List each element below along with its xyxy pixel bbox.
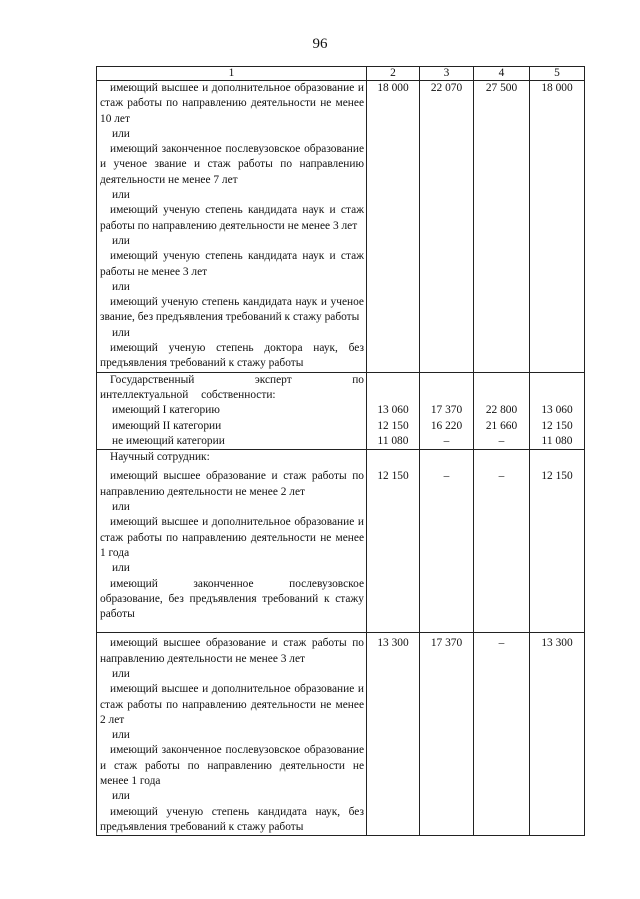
- requirement-text: имеющий ученую степень кандидата наук, без предъявления требований к стажу работы: [100, 805, 364, 833]
- or-separator: или: [112, 234, 130, 247]
- requirement-text: имеющий ученую степень кандидата наук и стаж работы по направлению деятельности не менее 3 лет: [100, 204, 364, 232]
- value-cell: [530, 450, 585, 633]
- value: –: [443, 470, 450, 483]
- or-separator: или: [112, 280, 130, 293]
- section-title: Научный сотрудник:: [110, 451, 210, 464]
- or-separator: или: [112, 501, 130, 514]
- table-row: [97, 372, 585, 449]
- requirement-text: имеющий высшее образование и стаж работы по направлению деятельности не менее 3 лет: [100, 637, 364, 665]
- value-cell: [474, 372, 530, 449]
- requirement-text: имеющий высшее и дополнительное образование и стаж работы по направлению деятельности не менее 1 года: [100, 516, 364, 559]
- value-cell: 13 300: [367, 633, 420, 836]
- section-title: Государственный эксперт по интеллектуальной собственности:: [100, 373, 364, 401]
- value: 11 080: [377, 434, 409, 447]
- value-cell: [474, 450, 530, 633]
- value: 11 080: [541, 434, 573, 447]
- or-separator: или: [112, 667, 130, 680]
- requirement-text: имеющий высшее и дополнительное образование и стаж работы по направлению деятельности не менее 2 лет: [100, 683, 364, 726]
- value: 12 150: [377, 470, 409, 483]
- value-cell: 22 070: [420, 81, 474, 373]
- value-cell: [420, 450, 474, 633]
- requirement-text: имеющий законченное послевузовское образование и стаж работы по направлению деятельности не менее 1 года: [100, 744, 364, 788]
- page-number: 96: [312, 36, 328, 52]
- value-cell: [367, 450, 420, 633]
- table-header-row: [97, 67, 585, 81]
- value: –: [498, 470, 505, 483]
- value: 13 060: [377, 404, 409, 417]
- table-row: [97, 81, 585, 373]
- or-separator: или: [112, 127, 130, 140]
- value-cell: 13 300: [530, 633, 585, 836]
- or-separator: или: [112, 326, 130, 339]
- requirement-text: имеющий законченное послевузовское образование и ученое звание и стаж работы по направлению деятельности не менее 7 лет: [100, 143, 364, 186]
- value-cell: [367, 372, 420, 449]
- salary-table: [96, 66, 585, 836]
- requirement-text: имеющий высшее образование и стаж работы по направлению деятельности не менее 2 лет: [100, 470, 364, 498]
- or-separator: или: [112, 790, 130, 803]
- description-cell: [97, 372, 367, 449]
- or-separator: или: [112, 729, 130, 742]
- description-cell: [97, 633, 367, 836]
- or-separator: или: [112, 562, 130, 575]
- value: 12 150: [541, 470, 573, 483]
- value: 21 660: [485, 419, 518, 432]
- header-cell: 4: [474, 67, 530, 81]
- or-separator: или: [112, 189, 130, 202]
- value-cell: [530, 372, 585, 449]
- requirement-text: имеющий ученую степень кандидата наук и ученое звание, без предъявления требований к стажу работы: [100, 296, 364, 324]
- value: 16 220: [430, 419, 463, 432]
- requirement-text: имеющий ученую степень доктора наук, без предъявления требований к стажу работы: [100, 342, 364, 370]
- value-cell: 27 500: [474, 81, 530, 373]
- header-cell: 5: [530, 67, 585, 81]
- requirement-text: имеющий ученую степень кандидата наук и стаж работы не менее 3 лет: [100, 250, 364, 278]
- category-label: не имеющий категории: [112, 434, 225, 447]
- category-label: имеющий I категорию: [112, 404, 220, 417]
- description-cell: [97, 81, 367, 373]
- header-cell: 3: [420, 67, 474, 81]
- requirement-text: имеющий законченное послевузовское образование, без предъявления требований к стажу работы: [100, 577, 364, 621]
- header-cell: 2: [367, 67, 420, 81]
- value-cell: [420, 372, 474, 449]
- value: 13 060: [541, 404, 573, 417]
- value: 12 150: [377, 419, 409, 432]
- value: 12 150: [541, 419, 573, 432]
- value: 22 800: [485, 404, 518, 417]
- value: –: [443, 434, 450, 447]
- table-row: [97, 450, 585, 633]
- requirement-text: имеющий высшее и дополнительное образование и стаж работы по направлению деятельности не менее 10 лет: [100, 82, 364, 125]
- value: 17 370: [430, 404, 463, 417]
- description-cell: [97, 450, 367, 633]
- header-cell: 1: [97, 67, 367, 81]
- value-cell: 18 000: [530, 81, 585, 373]
- value-cell: 18 000: [367, 81, 420, 373]
- value-cell: 17 370: [420, 633, 474, 836]
- table-row: [97, 633, 585, 836]
- value: –: [498, 434, 505, 447]
- category-label: имеющий II категории: [112, 419, 222, 432]
- value-cell: –: [474, 633, 530, 836]
